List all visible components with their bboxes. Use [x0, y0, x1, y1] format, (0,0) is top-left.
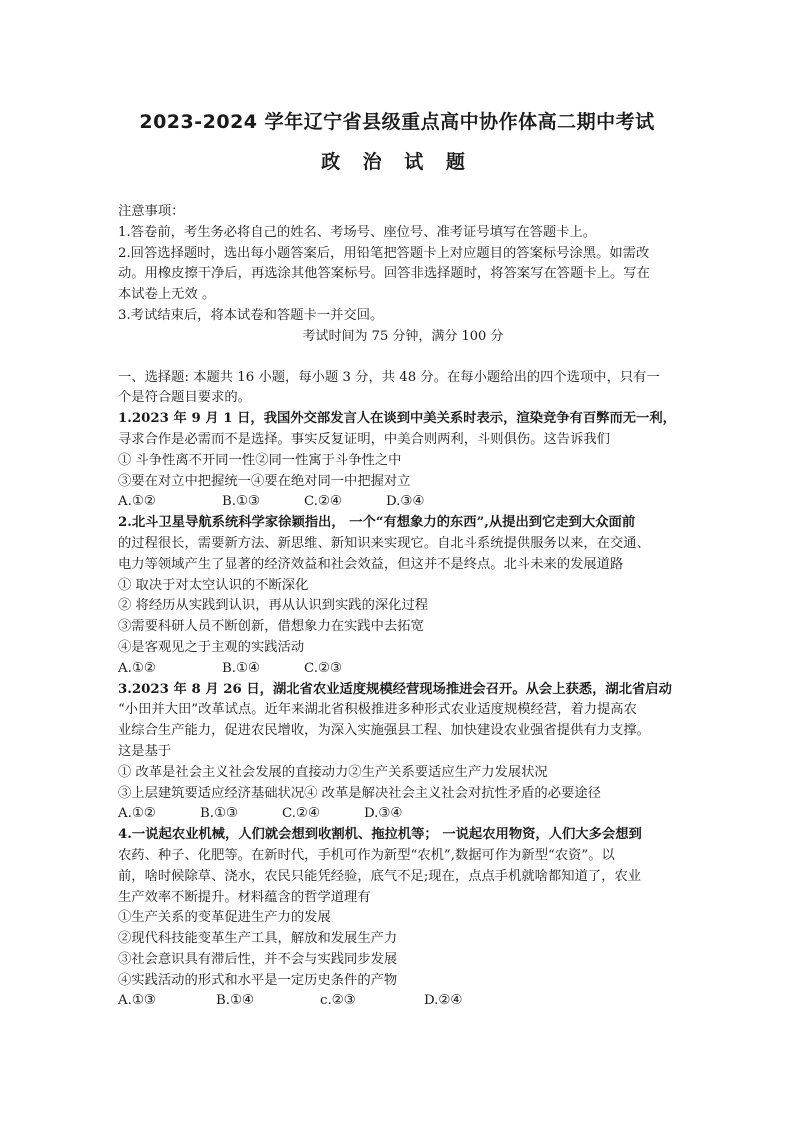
option-c: c.②③ — [320, 993, 356, 1009]
notice-item: 动。用橡皮擦干净后，再选涂其他答案标号。回答非选择题时，将答案写在答题卡上。写在 — [118, 266, 650, 282]
option-d: D.②④ — [424, 993, 463, 1009]
section-heading: 一、选择题: 本题共 16 小题，每小题 3 分，共 48 分。在每小题给出的四个选项中，只有一 — [118, 369, 660, 385]
exam-subject-title: 政 治 试 题 — [321, 151, 473, 173]
option-c: C.②③ — [304, 660, 342, 676]
option-b: B.①④ — [222, 660, 260, 676]
question-statement: ④是客观见之于主观的实践活动 — [118, 639, 305, 655]
question-stem: 2.北斗卫星导航系统科学家徐颖指出， 一个“有想象力的东西”,从提出到它走到大众面前 — [118, 515, 636, 531]
question-statement: ③上层建筑要适应经济基础状况④ 改革是解决社会主义社会对抗性矛盾的必要途径 — [118, 785, 601, 801]
question-4 — [118, 825, 688, 1012]
question-stem: 业综合生产能力，促进农民增收，为深入实施强县工程、加快建设农业强省提供有力支撑。 — [118, 723, 650, 739]
question-stem: 4.一说起农业机械，人们就会想到收割机、拖拉机等； 一说起农用物资，人们大多会想到 — [118, 827, 642, 843]
question-statement: ①生产关系的变革促进生产力的发展 — [118, 910, 331, 926]
answer-options — [118, 659, 688, 680]
option-b: B.①③ — [200, 806, 238, 822]
option-c: C.②④ — [282, 806, 320, 822]
answer-options — [118, 804, 688, 825]
notice-heading: 注意事项： — [118, 204, 185, 219]
question-2 — [118, 513, 688, 679]
option-b: B.①③ — [222, 494, 260, 510]
section-heading: 个是符合题目要求的。 — [118, 390, 251, 406]
answer-options — [118, 492, 688, 513]
option-a: A.①② — [118, 494, 156, 510]
option-d: D.③④ — [386, 494, 425, 510]
exam-body — [118, 202, 688, 1012]
option-c: C.②④ — [304, 494, 342, 510]
question-stem: 这是基于 — [118, 743, 172, 759]
question-statement: ① 取决于对太空认识的不断深化 — [118, 577, 309, 593]
question-stem: 的过程很长，需要新方法、新思维、新知识来实现它。自北斗系统提供服务以来，在交通、 — [118, 535, 650, 551]
question-stem: 3.2023 年 8 月 26 日，湖北省农业适度规模经营现场推进会召开。从会上获悉，湖北省启动 — [118, 681, 672, 697]
question-stem: 生产效率不断提升。材料蕴含的哲学道理有 — [118, 889, 371, 905]
notice-item: 本试卷上无效 。 — [118, 287, 216, 303]
question-stem: 1.2023 年 9 月 1 日，我国外交部发言人在谈到中美关系时表示，渲染竞争有百弊而无一利， — [118, 411, 676, 427]
option-a: A.①② — [118, 806, 156, 822]
question-stem: 农药、种子、化肥等。在新时代，手机可作为新型“农机”,数据可作为新型“农资”。以 — [118, 847, 615, 863]
question-stem: 前，啥时候除草、浇水，农民只能凭经验，底气不足;现在，点点手机就啥都知道了，农业 — [118, 868, 642, 884]
option-d: D.③④ — [364, 806, 403, 822]
question-statement: ① 斗争性离不开同一性②同一性寓于斗争性之中 — [118, 452, 402, 468]
question-statement: ③社会意识具有滞后性，并不会与实践同步发展 — [118, 951, 398, 967]
question-stem: 寻求合作是必需而不是选择。事实反复证明，中美合则两利，斗则俱伤。这告诉我们 — [118, 431, 610, 447]
question-statement: ②现代科技能变革生产工具，解放和发展生产力 — [118, 931, 398, 947]
notice-item: 3.考试结束后，将本试卷和答题卡一并交回。 — [118, 307, 384, 323]
option-b: B.①④ — [216, 993, 254, 1009]
question-statement: ④实践活动的形式和水平是一定历史条件的产物 — [118, 972, 398, 988]
answer-options — [118, 991, 688, 1012]
option-a: A.①③ — [118, 993, 156, 1009]
question-stem: “小田并大田”改革试点。近年来湖北省积极推进多种形式农业适度规模经营，着力提高农 — [118, 702, 637, 718]
question-statement: ② 将经历从实践到认识，再从认识到实践的深化过程 — [118, 598, 429, 614]
question-statement: ③要在对立中把握统一④要在绝对同一中把握对立 — [118, 473, 411, 489]
question-statement: ① 改革是社会主义社会发展的直接动力②生产关系要适应生产力发展状况 — [118, 764, 548, 780]
question-stem: 电力等领域产生了显著的经济效益和社会效益，但这并不是终点。北斗未来的发展道路 — [118, 556, 624, 572]
exam-title: 2023-2024 学年辽宁省县级重点高中协作体高二期中考试 — [139, 111, 655, 133]
question-1 — [118, 409, 688, 513]
question-3 — [118, 680, 688, 826]
exam-time-info: 考试时间为 75 分钟，满分 100 分 — [302, 328, 504, 344]
notice-item: 2.回答选择题时，选出每小题答案后，用铅笔把答题卡上对应题目的答案标号涂黑。如需改 — [118, 245, 650, 261]
notice-item: 1.答卷前，考生务必将自己的姓名、考场号、座位号、准考证号填写在答题卡上。 — [118, 224, 597, 240]
question-statement: ③需要科研人员不断创新，借想象力在实践中去拓宽 — [118, 619, 424, 635]
option-a: A.①② — [118, 660, 156, 676]
